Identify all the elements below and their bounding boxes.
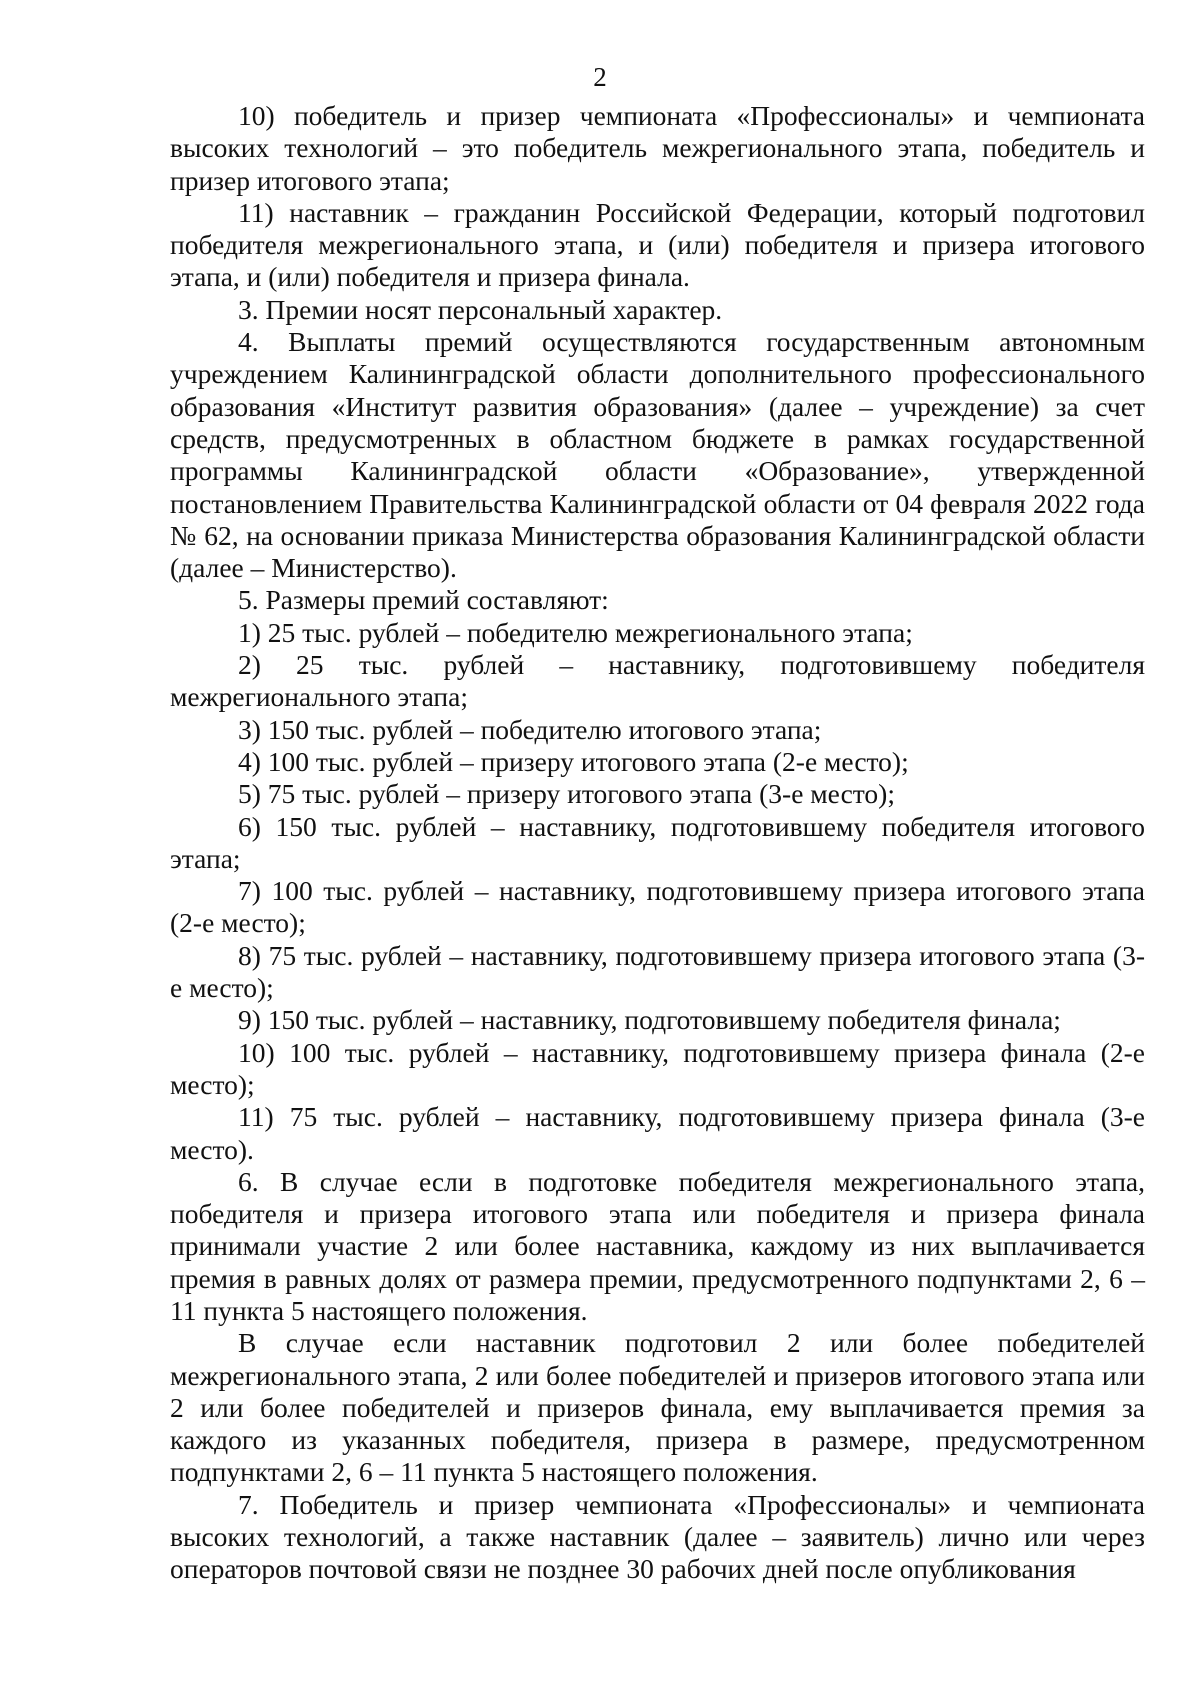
page-number: 2	[593, 62, 607, 92]
list-item-5-10: 10) 100 тыс. рублей – наставнику, подготовившему призера финала (2-е место);	[170, 1036, 1145, 1100]
list-item-5-11: 11) 75 тыс. рублей – наставнику, подготовившему призера финала (3-е место).	[170, 1101, 1145, 1165]
list-item-5-7: 7) 100 тыс. рублей – наставнику, подготовившему призера итогового этапа (2-е место);	[170, 875, 1145, 939]
list-item-5-3: 3) 150 тыс. рублей – победителю итогового этапа;	[238, 713, 822, 745]
list-item-5-1: 1) 25 тыс. рублей – победителю межрегионального этапа;	[238, 616, 913, 648]
list-item-5-2: 2) 25 тыс. рублей – наставнику, подготовившему победителя межрегионального этапа;	[170, 649, 1145, 713]
list-item-5-9: 9) 150 тыс. рублей – наставнику, подготовившему победителя финала;	[238, 1004, 1061, 1036]
paragraph-definition-10: 10) победитель и призер чемпионата «Профессионалы» и чемпионата высоких технологий – это победитель межрегионального этапа, победитель и призер итогового этапа;	[170, 100, 1145, 196]
list-item-5-6: 6) 150 тыс. рублей – наставнику, подготовившему победителя итогового этапа;	[170, 810, 1145, 874]
paragraph-clause-4: 4. Выплаты премий осуществляются государственным автономным учреждением Калининградской области дополнительного профессионального образования «Институт развития образования» (далее – учреждение) за счет средств, предусмотренных в областном бюджете в рамках государственной программы Калининградской области «Образование», утвержденной постановлением Правительства Калининградской области от 04 февраля 2022 года № 62, на основании приказа Министерства образования Калининградской области (далее – Министерство).	[170, 326, 1145, 584]
paragraph-clause-6-continued: В случае если наставник подготовил 2 или более победителей межрегионального этапа, 2 или более победителей и призеров итогового этапа или 2 или более победителей и призеров финала, ему выплачивается премия за каждого из указанных победителя, призера в размере, предусмотренном подпунктами 2, 6 – 11 пункта 5 настоящего положения.	[170, 1327, 1145, 1488]
list-item-5-8: 8) 75 тыс. рублей – наставнику, подготовившему призера итогового этапа (3-е место);	[170, 939, 1145, 1004]
list-item-5-5: 5) 75 тыс. рублей – призеру итогового этапа (3-е место);	[238, 778, 895, 810]
paragraph-clause-5: 5. Размеры премий составляют:	[238, 584, 609, 616]
paragraph-definition-11: 11) наставник – гражданин Российской Федерации, который подготовил победителя межрегионального этапа, и (или) победителя и призера итогового этапа, и (или) победителя и призера финала.	[170, 196, 1145, 293]
paragraph-clause-3: 3. Премии носят персональный характер.	[238, 293, 723, 325]
document-body	[170, 100, 1145, 1586]
list-item-5-4: 4) 100 тыс. рублей – призеру итогового этапа (2-е место);	[238, 745, 909, 777]
paragraph-clause-6: 6. В случае если в подготовке победителя межрегионального этапа, победителя и призера итогового этапа или победителя и призера финала принимали участие 2 или более наставника, каждому из них выплачивается премия в равных долях от размера премии, предусмотренного подпунктами 2, 6 – 11 пункта 5 настоящего положения.	[170, 1165, 1145, 1326]
paragraph-clause-7: 7. Победитель и призер чемпионата «Профессионалы» и чемпионата высоких технологий, а также наставник (далее – заявитель) лично или через операторов почтовой связи не позднее 30 рабочих дней после опубликования	[170, 1488, 1145, 1585]
